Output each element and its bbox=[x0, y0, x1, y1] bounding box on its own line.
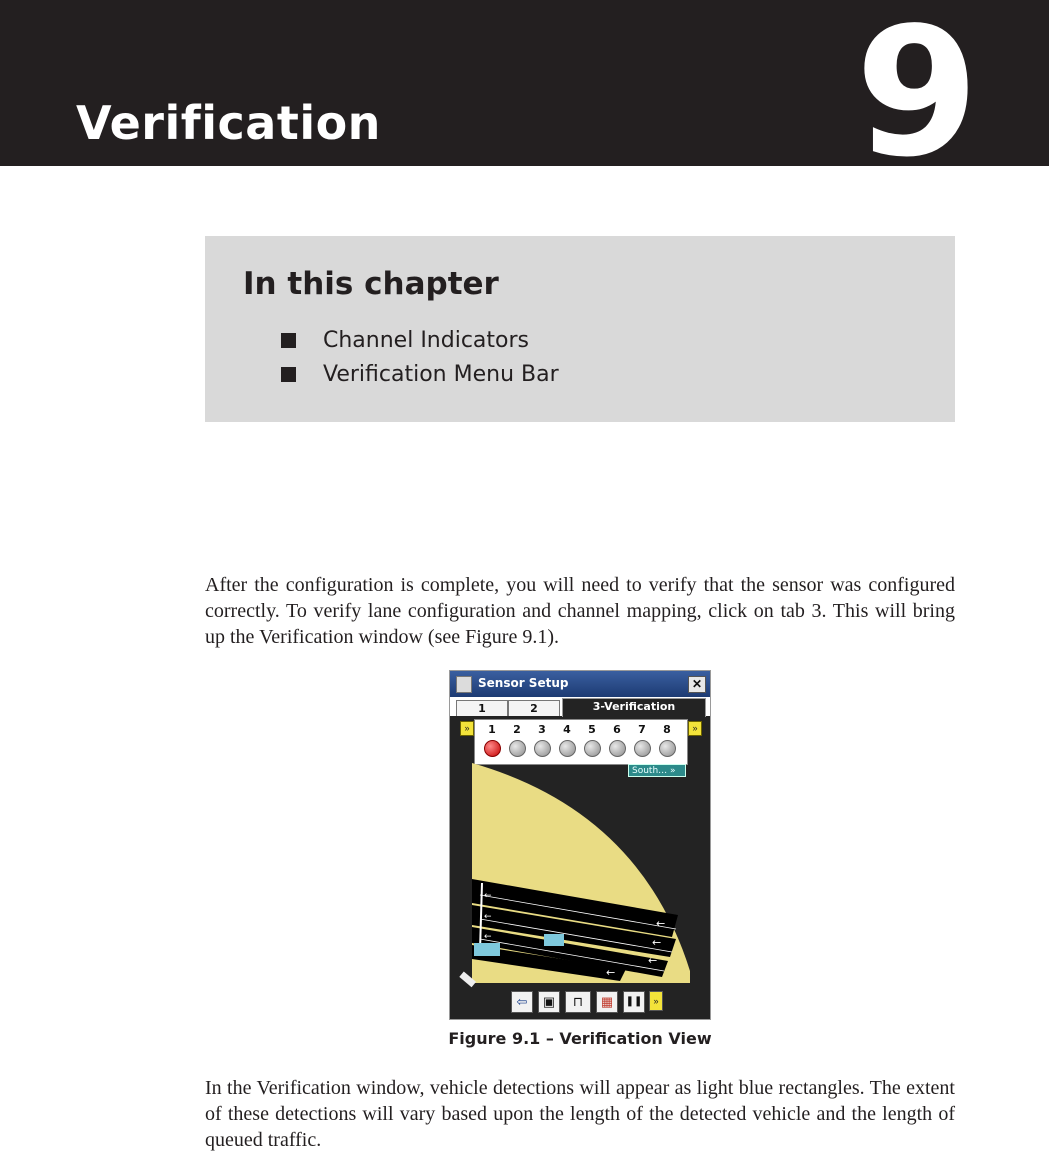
direction-arrow-icon: ← bbox=[484, 891, 492, 901]
detection-zone-view bbox=[450, 671, 710, 1019]
channel-number: 1 bbox=[488, 723, 496, 736]
chapter-title: Verification bbox=[76, 96, 381, 150]
collapse-up-icon[interactable]: » bbox=[649, 991, 663, 1011]
square-bullet-icon bbox=[281, 333, 296, 348]
toc-item-label: Channel Indicators bbox=[323, 327, 529, 353]
in-this-chapter-heading: In this chapter bbox=[243, 266, 499, 302]
chapter-number: 9 bbox=[855, 0, 979, 196]
tab-1[interactable]: 1 bbox=[456, 700, 508, 716]
detection-chart-icon[interactable]: ▦ bbox=[596, 991, 618, 1013]
toc-item-channel-indicators[interactable] bbox=[281, 325, 529, 355]
toc-item-verification-menu-bar[interactable] bbox=[281, 359, 559, 389]
vehicle-detection bbox=[474, 943, 500, 956]
channel-number: 6 bbox=[613, 723, 621, 736]
tab-3-verification[interactable]: 3-Verification bbox=[562, 698, 706, 717]
channel-number: 2 bbox=[513, 723, 521, 736]
in-this-chapter-box bbox=[205, 236, 955, 422]
chapter-header bbox=[0, 0, 1049, 196]
channel-number: 3 bbox=[538, 723, 546, 736]
direction-arrow-icon: ← bbox=[484, 932, 492, 942]
waveform-icon[interactable]: ⊓ bbox=[565, 991, 591, 1013]
expand-left-icon[interactable]: » bbox=[460, 721, 474, 736]
square-bullet-icon bbox=[281, 367, 296, 382]
channel-number: 8 bbox=[663, 723, 671, 736]
tab-2[interactable]: 2 bbox=[508, 700, 560, 716]
sensor-setup-window bbox=[449, 670, 711, 1020]
channel-number: 5 bbox=[588, 723, 596, 736]
intro-paragraph: After the configuration is complete, you will need to verify that the sensor was configured correctly. To verify lane configuration and channel mapping, click on tab 3. This will bring up the Verification window (see Figure 9.1). bbox=[205, 574, 955, 648]
direction-button[interactable]: South… » bbox=[628, 764, 686, 777]
pause-icon[interactable]: ❚❚ bbox=[623, 991, 645, 1013]
back-arrow-icon[interactable]: ⇦ bbox=[511, 991, 533, 1013]
channel-number: 7 bbox=[638, 723, 646, 736]
close-icon[interactable]: ✕ bbox=[688, 676, 706, 693]
window-title: Sensor Setup bbox=[478, 676, 569, 690]
figure-caption: Figure 9.1 – Verification View bbox=[448, 1029, 712, 1048]
direction-arrow-icon: ← bbox=[484, 912, 492, 922]
expand-right-icon[interactable]: » bbox=[688, 721, 702, 736]
detection-paragraph: In the Verification window, vehicle detections will appear as light blue rectangles. The extent of these detections will vary based upon the length of the detected vehicle and the length of queued traffic. bbox=[205, 1077, 955, 1151]
vehicle-detection bbox=[544, 934, 564, 946]
save-icon[interactable]: ▣ bbox=[538, 991, 560, 1013]
toc-item-label: Verification Menu Bar bbox=[323, 361, 559, 387]
direction-arrow-icon: ← bbox=[606, 966, 616, 979]
direction-arrow-icon: ← bbox=[652, 936, 662, 949]
channel-number: 4 bbox=[563, 723, 571, 736]
direction-arrow-icon: ← bbox=[648, 954, 658, 967]
direction-arrow-icon: ← bbox=[656, 917, 666, 930]
